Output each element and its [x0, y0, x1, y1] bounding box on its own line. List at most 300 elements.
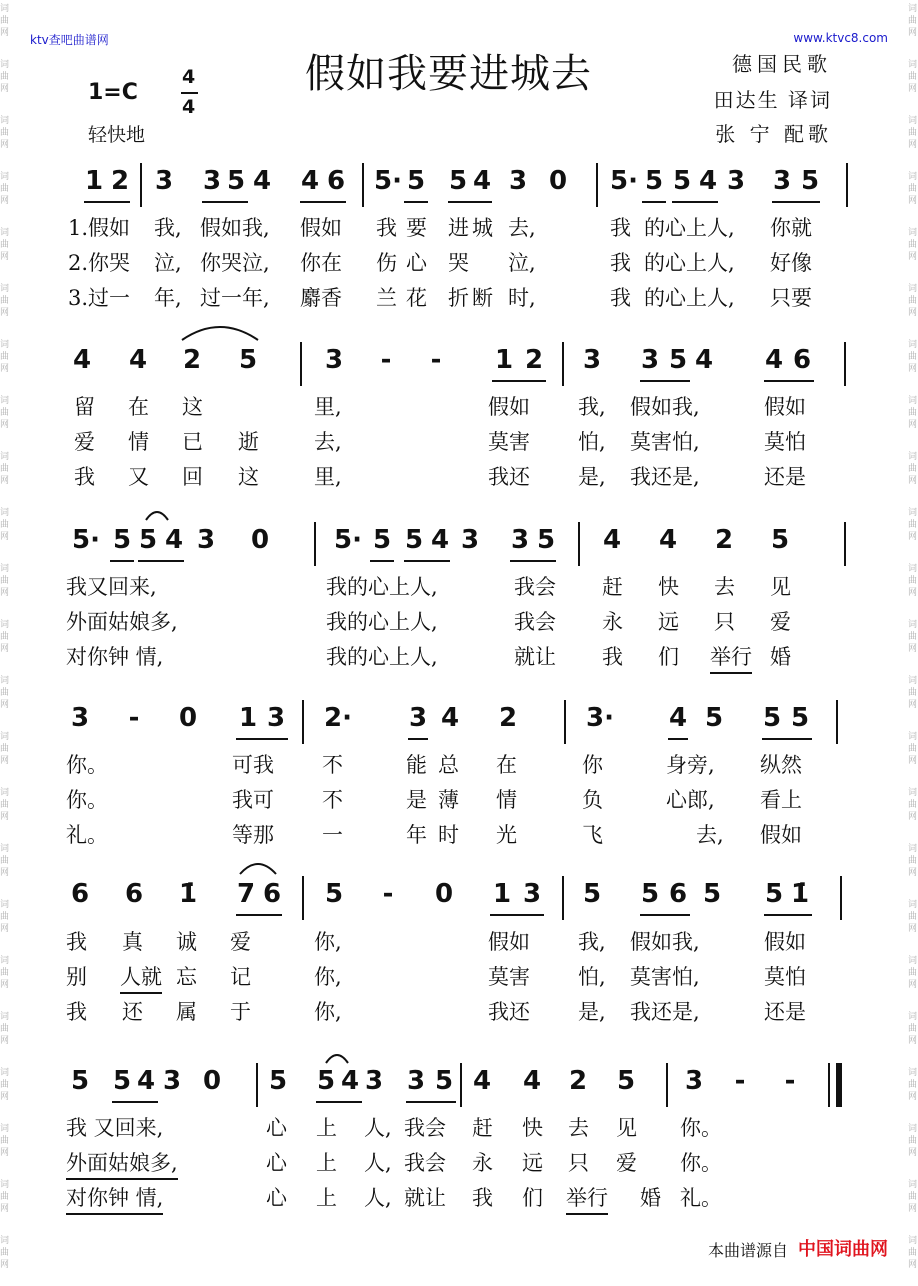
note: 4 — [72, 345, 92, 375]
watermark-char: 曲 — [908, 352, 918, 362]
beam — [642, 201, 666, 203]
lyric: 城 — [472, 216, 493, 240]
note: 3 — [162, 1066, 182, 1096]
barline — [300, 342, 302, 386]
beam — [672, 201, 718, 203]
lyric: 情 — [496, 788, 517, 812]
note: 6 — [326, 166, 346, 196]
watermark-char: 网 — [908, 700, 918, 710]
credit-origin: 德国民歌 — [732, 52, 832, 76]
note: 5 — [644, 166, 664, 196]
barline — [844, 522, 846, 566]
note: 3 — [640, 345, 660, 375]
note: 6 — [70, 879, 90, 909]
watermark-char: 词 — [0, 4, 10, 14]
watermark-char: 曲 — [908, 128, 918, 138]
lyric-line — [66, 572, 850, 602]
lyric: 假如我, — [630, 395, 700, 419]
watermark-char: 网 — [0, 308, 10, 318]
lyric: 折 — [448, 286, 469, 310]
watermark-char: 曲 — [0, 464, 10, 474]
watermark-char: 网 — [0, 84, 10, 94]
lyric-line — [66, 1183, 850, 1213]
watermark-char: 网 — [0, 1148, 10, 1158]
lyric: 对你钟 情, — [66, 645, 164, 669]
note: 4 — [602, 525, 622, 555]
lyric: 属 — [176, 1000, 197, 1024]
watermark-char: 网 — [908, 588, 918, 598]
note: 1 — [84, 166, 104, 196]
watermark-char: 曲 — [908, 1024, 918, 1034]
note: 1 — [238, 703, 258, 733]
lyric-line — [66, 927, 850, 957]
watermark-char: 网 — [908, 1148, 918, 1158]
note: 5 — [112, 1066, 132, 1096]
barline — [562, 876, 564, 920]
watermark-char: 曲 — [908, 800, 918, 810]
barline — [578, 522, 580, 566]
watermark-char: 网 — [908, 28, 918, 38]
note: - — [734, 1066, 746, 1096]
note: 4 — [164, 525, 184, 555]
lyric: 我 — [74, 465, 95, 489]
beam — [236, 738, 288, 740]
lyric: 你。 — [680, 1151, 722, 1175]
watermark-char: 网 — [908, 924, 918, 934]
watermark-char: 词 — [908, 1236, 918, 1246]
watermark-char: 网 — [908, 420, 918, 430]
lyric: 光 — [496, 823, 517, 847]
note: 5 — [672, 166, 692, 196]
footer-source-label: 本曲谱源自 — [707, 1241, 788, 1260]
time-signature-top: 4 — [182, 66, 196, 88]
watermark-char: 词 — [0, 788, 10, 798]
watermark-char: 曲 — [0, 1192, 10, 1202]
lyric: 我还 — [488, 465, 530, 489]
watermark-char: 词 — [908, 676, 918, 686]
watermark-char: 曲 — [0, 576, 10, 586]
lyric: 别 — [66, 965, 87, 989]
watermark-char: 词 — [908, 116, 918, 126]
lyric: 一 — [322, 823, 343, 847]
footer-site-link[interactable]: 中国词曲网 — [798, 1239, 888, 1260]
watermark-char: 词 — [908, 564, 918, 574]
watermark-char: 曲 — [908, 632, 918, 642]
lyric: 里, — [314, 395, 342, 419]
lyric: 永 — [602, 610, 623, 634]
lyric: 去 — [568, 1116, 589, 1140]
time-signature-bottom: 4 — [182, 96, 196, 118]
beam — [764, 914, 812, 916]
lyric: 时, — [508, 286, 536, 310]
lyric: 我会 — [404, 1151, 446, 1175]
barline — [840, 876, 842, 920]
site-label-right: www.ktvc8.com — [793, 31, 888, 45]
lyric: 是, — [578, 465, 606, 489]
lyric: 上 — [316, 1186, 337, 1210]
watermark-char: 曲 — [0, 128, 10, 138]
watermark-char: 网 — [908, 252, 918, 262]
watermark-char: 词 — [908, 1012, 918, 1022]
beam — [202, 201, 248, 203]
watermark-char: 曲 — [0, 1136, 10, 1146]
lyric: 留 — [74, 395, 95, 419]
lyric-line — [66, 607, 850, 637]
tempo-marking: 轻快地 — [88, 124, 146, 146]
tie — [144, 508, 170, 522]
watermark-char: 词 — [908, 844, 918, 854]
note: - — [382, 879, 394, 909]
watermark-char: 词 — [0, 172, 10, 182]
note: 5 — [324, 879, 344, 909]
note: 5 — [704, 703, 724, 733]
lyric: 礼。 — [66, 823, 108, 847]
lyric: 这 — [182, 395, 203, 419]
barline — [314, 522, 316, 566]
note: 5 — [536, 525, 556, 555]
note: 6 — [124, 879, 144, 909]
watermark-char: 网 — [908, 140, 918, 150]
watermark-char: 曲 — [0, 520, 10, 530]
lyric-line — [66, 750, 850, 780]
lyric: 上 — [316, 1151, 337, 1175]
lyric: 假如我, — [630, 930, 700, 954]
lyric: 爱 — [770, 610, 791, 634]
lyric: 年, — [154, 286, 182, 310]
lyric: 外面姑娘多, — [66, 610, 178, 634]
beam — [408, 738, 428, 740]
watermark-char: 曲 — [0, 800, 10, 810]
note: 3 — [460, 525, 480, 555]
lyric: 年 — [406, 823, 427, 847]
watermark-char: 词 — [0, 1236, 10, 1246]
watermark-char: 曲 — [0, 1080, 10, 1090]
beam — [236, 914, 282, 916]
lyric: 婚 — [640, 1186, 661, 1210]
lyric: 人, — [364, 1186, 392, 1210]
beam — [110, 560, 134, 562]
lyric: 假如 — [764, 395, 806, 419]
watermark-char: 网 — [0, 980, 10, 990]
lyric: 礼。 — [680, 1186, 722, 1210]
lyric: 身旁, — [666, 753, 715, 777]
barline — [302, 876, 304, 920]
lyric: 举行 — [566, 1183, 608, 1215]
watermark-char: 曲 — [908, 1192, 918, 1202]
watermark-char: 词 — [0, 1180, 10, 1190]
note: 5 — [404, 525, 424, 555]
watermark-char: 词 — [0, 732, 10, 742]
note: 4 — [694, 345, 714, 375]
note: 3 — [266, 703, 286, 733]
note: 5 — [112, 525, 132, 555]
lyric: 在 — [128, 395, 149, 419]
watermark-char: 网 — [908, 476, 918, 486]
lyric: 1.假如 — [68, 216, 131, 240]
lyric: 情 — [128, 430, 149, 454]
lyric: 看上 — [760, 788, 802, 812]
lyric: 我 — [610, 216, 631, 240]
lyric: 只 — [568, 1151, 589, 1175]
watermark-char: 网 — [0, 476, 10, 486]
watermark-char: 网 — [908, 84, 918, 94]
lyric-line — [66, 1148, 850, 1178]
note: 5· — [374, 166, 402, 196]
lyric: 快 — [658, 575, 679, 599]
lyric: 我的心上人, — [326, 575, 438, 599]
note: 4 — [472, 166, 492, 196]
lyric: 见 — [770, 575, 791, 599]
lyric: 的心上人, — [644, 286, 735, 310]
watermark-char: 曲 — [908, 968, 918, 978]
lyric: 见 — [616, 1116, 637, 1140]
lyric: 哭 — [448, 251, 469, 275]
watermark-char: 词 — [0, 900, 10, 910]
watermark-char: 网 — [908, 308, 918, 318]
barline — [844, 342, 846, 386]
lyric: 里, — [314, 465, 342, 489]
lyric: 薄 — [438, 788, 459, 812]
watermark-char: 词 — [908, 1124, 918, 1134]
lyric: 的心上人, — [644, 251, 735, 275]
note: 3 — [582, 345, 602, 375]
lyric: 假如 — [764, 930, 806, 954]
staff-line-4 — [70, 700, 850, 744]
lyric: 你 — [582, 753, 603, 777]
watermark-char: 曲 — [908, 856, 918, 866]
note: 0 — [178, 703, 198, 733]
note: 4 — [252, 166, 272, 196]
watermark-char: 网 — [0, 868, 10, 878]
lyric: 我会 — [404, 1116, 446, 1140]
note: 6 — [668, 879, 688, 909]
watermark-char: 曲 — [908, 1136, 918, 1146]
watermark-char: 词 — [908, 396, 918, 406]
note: 5 — [668, 345, 688, 375]
lyric: 去, — [314, 430, 342, 454]
note: 5 — [790, 703, 810, 733]
note: 0 — [434, 879, 454, 909]
lyric: 逝 — [238, 430, 259, 454]
watermark-char: 曲 — [908, 688, 918, 698]
watermark-char: 词 — [908, 956, 918, 966]
lyric: 飞 — [582, 823, 603, 847]
lyric: 你, — [314, 965, 342, 989]
barline — [666, 1063, 668, 1107]
note: - — [430, 345, 442, 375]
left-watermark-strip — [0, 0, 10, 1286]
lyric: 泣, — [154, 251, 182, 275]
watermark-char: 曲 — [0, 184, 10, 194]
lyric: 花 — [406, 286, 427, 310]
staff-line-3 — [70, 522, 850, 566]
beam — [404, 201, 428, 203]
lyric: 在 — [496, 753, 517, 777]
lyric: 们 — [658, 645, 679, 669]
barline — [828, 1063, 830, 1107]
lyric: 去 — [714, 575, 735, 599]
watermark-char: 词 — [908, 1068, 918, 1078]
lyric: 你在 — [300, 251, 342, 275]
lyric: 我 — [66, 1000, 87, 1024]
watermark-char: 曲 — [908, 1080, 918, 1090]
lyric: 怕, — [578, 965, 606, 989]
lyric: 这 — [238, 465, 259, 489]
note: 4 — [128, 345, 148, 375]
lyric: 莫怕 — [764, 965, 806, 989]
lyric: 要 — [406, 216, 427, 240]
watermark-char: 网 — [908, 364, 918, 374]
note: 4 — [472, 1066, 492, 1096]
lyric: 就让 — [514, 645, 556, 669]
lyric: 等那 — [232, 823, 274, 847]
lyric: 我还是, — [630, 465, 700, 489]
lyric: 我 — [376, 216, 397, 240]
tie — [238, 860, 278, 876]
barline — [564, 700, 566, 744]
note: 5· — [610, 166, 638, 196]
lyric: 心 — [266, 1186, 287, 1210]
lyric: 心 — [266, 1116, 287, 1140]
lyric: 你。 — [680, 1116, 722, 1140]
note: 2 — [714, 525, 734, 555]
credit-arranger: 张 宁 配歌 — [715, 122, 832, 146]
watermark-char: 曲 — [908, 576, 918, 586]
note: - — [380, 345, 392, 375]
note: 5· — [72, 525, 100, 555]
note: 4 — [668, 703, 688, 733]
watermark-char: 网 — [908, 1260, 918, 1270]
lyric: 假如 — [488, 930, 530, 954]
lyric: 于 — [230, 1000, 251, 1024]
lyric: 我的心上人, — [326, 610, 438, 634]
note: 2 — [110, 166, 130, 196]
watermark-char: 网 — [0, 644, 10, 654]
watermark-char: 网 — [908, 1204, 918, 1214]
watermark-char: 网 — [908, 756, 918, 766]
lyric: 你, — [314, 930, 342, 954]
lyric: 莫害 — [488, 965, 530, 989]
lyric: 莫害怕, — [630, 965, 700, 989]
watermark-char: 词 — [0, 60, 10, 70]
watermark-char: 词 — [908, 284, 918, 294]
watermark-char: 曲 — [0, 240, 10, 250]
staff-line-5 — [70, 876, 850, 920]
watermark-char: 词 — [908, 620, 918, 630]
site-label-left: ktv查吧曲谱网 — [30, 33, 109, 47]
watermark-char: 网 — [0, 1092, 10, 1102]
lyric: 已 — [182, 430, 203, 454]
beam — [510, 560, 556, 562]
note: 3 — [772, 166, 792, 196]
watermark-char: 词 — [0, 452, 10, 462]
lyric: 我还是, — [630, 1000, 700, 1024]
staff-line-2 — [70, 342, 850, 386]
watermark-char: 网 — [0, 252, 10, 262]
beam — [406, 1101, 456, 1103]
lyric: 可我 — [232, 753, 274, 777]
note: 0 — [548, 166, 568, 196]
watermark-char: 网 — [0, 588, 10, 598]
note: 6 — [792, 345, 812, 375]
watermark-char: 曲 — [0, 16, 10, 26]
lyric: 我会 — [514, 610, 556, 634]
note: - — [128, 703, 140, 733]
watermark-char: 曲 — [908, 1248, 918, 1258]
lyric: 你哭泣, — [200, 251, 270, 275]
lyric: 永 — [472, 1151, 493, 1175]
barline — [362, 163, 364, 207]
watermark-char: 网 — [908, 644, 918, 654]
note: 4 — [658, 525, 678, 555]
watermark-char: 网 — [0, 364, 10, 374]
note: 3 — [684, 1066, 704, 1096]
lyric: 对你钟 情, — [66, 1183, 163, 1215]
note: 4 — [136, 1066, 156, 1096]
watermark-char: 词 — [0, 228, 10, 238]
lyric: 2.你哭 — [68, 251, 131, 275]
watermark-char: 网 — [0, 1260, 10, 1270]
watermark-char: 词 — [0, 844, 10, 854]
watermark-char: 曲 — [0, 296, 10, 306]
note: 3 — [324, 345, 344, 375]
barline — [256, 1063, 258, 1107]
lyric: 们 — [522, 1186, 543, 1210]
beam — [492, 380, 546, 382]
barline — [836, 700, 838, 744]
note: 1̇ — [178, 879, 198, 909]
lyric: 上 — [316, 1116, 337, 1140]
lyric: 假如我, — [200, 216, 270, 240]
watermark-char: 网 — [0, 700, 10, 710]
note: 5· — [334, 525, 362, 555]
note: 4 — [522, 1066, 542, 1096]
lyric: 去, — [696, 823, 724, 847]
watermark-char: 词 — [0, 1124, 10, 1134]
watermark-char: 曲 — [908, 240, 918, 250]
lyric: 我 — [66, 930, 87, 954]
lyric-line — [70, 427, 850, 457]
lyric: 远 — [522, 1151, 543, 1175]
lyric-line — [66, 820, 850, 850]
note: 3 — [522, 879, 542, 909]
watermark-char: 曲 — [0, 632, 10, 642]
lyric: 你, — [314, 1000, 342, 1024]
watermark-char: 词 — [0, 1068, 10, 1078]
lyric: 还是 — [764, 465, 806, 489]
lyric: 去, — [508, 216, 536, 240]
note: 3 — [196, 525, 216, 555]
lyric: 是, — [578, 1000, 606, 1024]
note: 3 — [202, 166, 222, 196]
lyric: 真 — [122, 930, 143, 954]
staff-line-6 — [70, 1063, 850, 1107]
lyric: 人, — [364, 1116, 392, 1140]
watermark-char: 曲 — [908, 16, 918, 26]
tie — [180, 322, 260, 342]
lyric: 我的心上人, — [326, 645, 438, 669]
lyric: 人就 — [120, 962, 162, 994]
note: 3 — [154, 166, 174, 196]
note: 4 — [300, 166, 320, 196]
watermark-char: 网 — [0, 812, 10, 822]
lyric: 假如 — [488, 395, 530, 419]
note: 1 — [494, 345, 514, 375]
right-watermark-strip — [908, 0, 918, 1286]
note: 2 — [568, 1066, 588, 1096]
lyric: 假如 — [760, 823, 802, 847]
lyric-line — [70, 283, 850, 313]
